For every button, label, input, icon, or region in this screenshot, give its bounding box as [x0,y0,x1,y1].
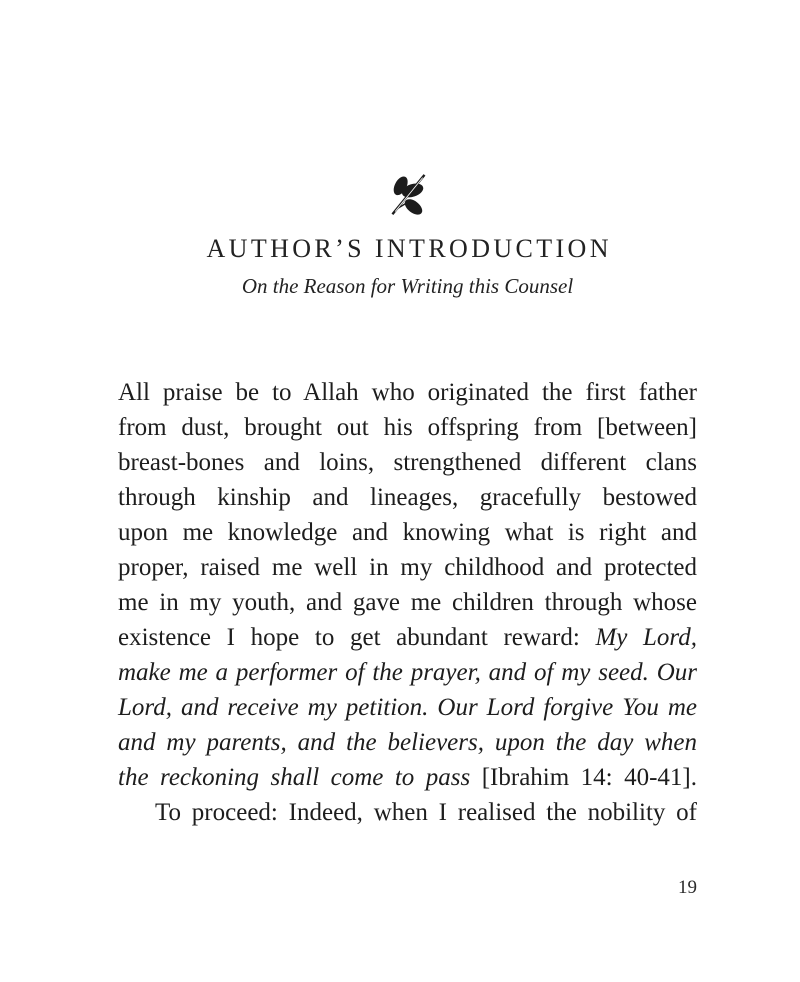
chapter-subtitle: On the Reason for Writing this Counsel [241,274,574,298]
quote-italic-run: the reckoning shall come to pass [118,764,471,791]
text-run: breast-bones and loins, strengthened different clans [118,449,697,476]
text-line [118,725,697,760]
text-line [118,550,697,585]
text-line [118,760,697,795]
quote-italic-run: and my parents, and the believers, upon the day when [118,729,697,756]
text-run: upon me knowledge and knowing what is right and [118,519,697,546]
text-run: existence I hope to get abundant reward: [118,624,596,651]
text-run: proper, raised me well in my childhood and protected [118,554,697,581]
page-number: 19 [678,877,697,898]
text-run: from dust, brought out his offspring from [between] [118,414,697,441]
text-line [118,480,697,515]
text-run: [Ibrahim 14: 40-41]. [470,764,697,791]
quote-italic-run: Lord, and receive my petition. Our Lord forgive You me [118,694,697,721]
quote-italic-run: My Lord, [595,624,697,651]
text-run: To proceed: Indeed, when I realised the nobility of [155,799,697,826]
text-line [118,515,697,550]
quote-italic-run: make me a performer of the prayer, and of my seed. Our [118,659,697,686]
text-line [118,690,697,725]
text-run: All praise be to Allah who originated the first father [118,379,697,406]
text-line [118,795,697,830]
chapter-title: AUTHOR’S INTRODUCTION [206,234,612,263]
text-run: through kinship and lineages, gracefully bestowed [118,484,697,511]
text-line [118,410,697,445]
text-line [118,585,697,620]
text-column [118,0,697,982]
body-text [118,375,697,830]
text-line [118,655,697,690]
text-line [118,375,697,410]
text-line [118,620,697,655]
text-line [118,445,697,480]
text-run: me in my youth, and gave me children through whose [118,589,697,616]
leaf-sprig-icon [386,172,430,218]
